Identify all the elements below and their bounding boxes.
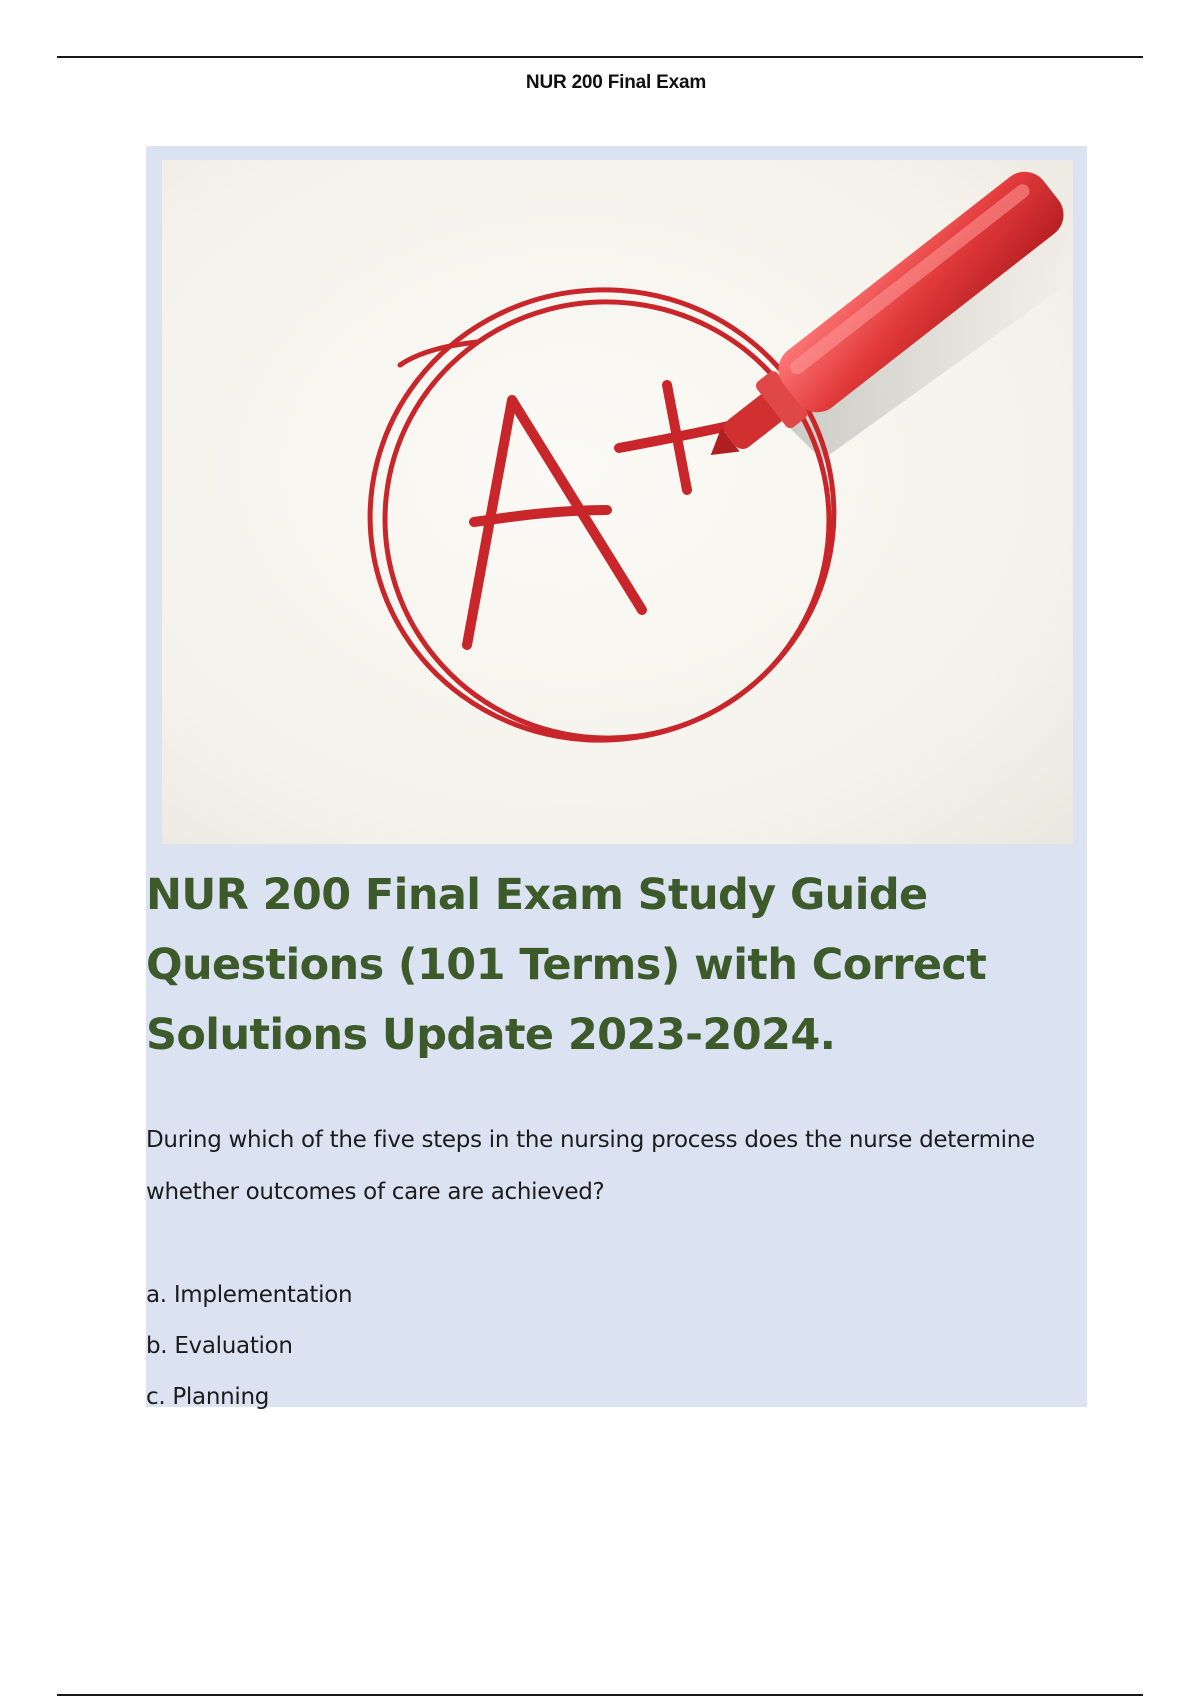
grade-photo (162, 160, 1073, 844)
cover-panel (146, 146, 1087, 1410)
answer-option: a. Implementation (146, 1282, 353, 1308)
question-text (146, 1114, 1066, 1218)
footer-rule (57, 1694, 1143, 1696)
circle-stroke (363, 280, 850, 760)
answer-options (146, 1270, 352, 1423)
document-title (146, 860, 1046, 1070)
title-line: Questions (101 Terms) with Correct (146, 940, 987, 990)
red-marker (689, 162, 1073, 484)
a-plus-illustration (162, 160, 1073, 844)
answer-option: c. Planning (146, 1384, 270, 1410)
title-line: Solutions Update 2023-2024. (146, 1010, 836, 1060)
answer-option: b. Evaluation (146, 1333, 293, 1359)
header-rule (57, 56, 1143, 58)
question-line: During which of the five steps in the nursing process does the nurse determine (146, 1127, 1035, 1153)
title-line: NUR 200 Final Exam Study Guide (146, 870, 928, 920)
question-line: whether outcomes of care are achieved? (146, 1179, 605, 1205)
running-header: NUR 200 Final Exam (525, 72, 707, 93)
